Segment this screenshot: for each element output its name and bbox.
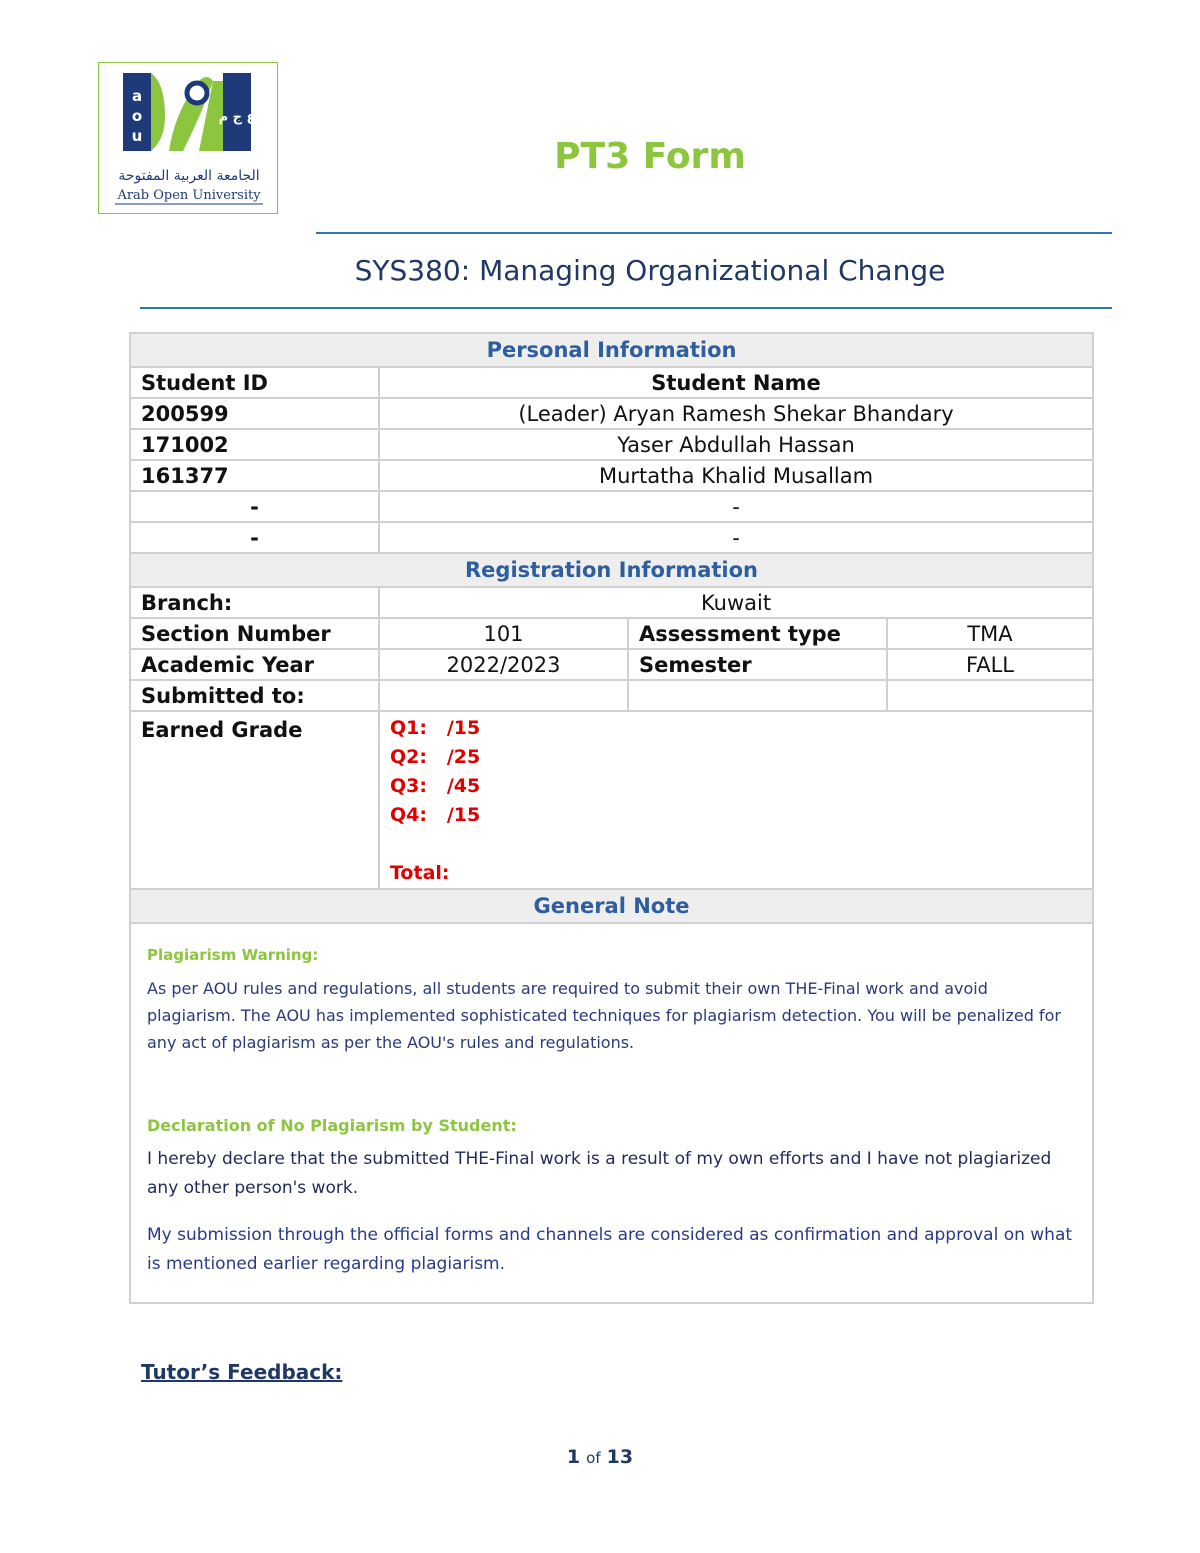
page-of: of [586, 1449, 601, 1467]
logo-letter-o: o [131, 107, 143, 125]
submitted-row [130, 680, 1093, 711]
student-name: - [379, 491, 1093, 522]
student-row [130, 491, 1093, 522]
section-number-label: Section Number [130, 618, 379, 649]
student-name: (Leader) Aryan Ramesh Shekar Bhandary [379, 398, 1093, 429]
svg-text:ع ج م: ع ج م [218, 110, 256, 125]
branch-value: Kuwait [379, 587, 1093, 618]
semester-value: FALL [887, 649, 1093, 680]
logo-letter-u: u [131, 127, 143, 145]
declaration-text: I hereby declare that the submitted THE-Final work is a result of my own efforts and I have not plagiarized any other person's work. [147, 1149, 1052, 1198]
grade-q2: Q2: /25 [390, 746, 481, 768]
form-title: PT3 Form [554, 136, 746, 177]
personal-header-row [130, 367, 1093, 398]
section-row [130, 618, 1093, 649]
submitted-empty-cell [628, 680, 887, 711]
student-id: 200599 [130, 398, 379, 429]
earned-grade-label: Earned Grade [130, 711, 379, 889]
grade-row [130, 711, 1093, 889]
student-name-header: Student Name [379, 367, 1093, 398]
branch-row [130, 587, 1093, 618]
course-title: SYS380: Managing Organizational Change [354, 254, 946, 287]
student-name: - [379, 522, 1093, 553]
logo-letter-a: a [131, 87, 143, 105]
section-number-value: 101 [379, 618, 628, 649]
page-total: 13 [606, 1446, 634, 1468]
declaration-heading: Declaration of No Plagiarism by Student: [147, 1116, 517, 1135]
registration-info-band: Registration Information [130, 553, 1093, 587]
student-id: 161377 [130, 460, 379, 491]
year-row [130, 649, 1093, 680]
student-id: - [130, 522, 379, 553]
personal-info-band: Personal Information [130, 333, 1093, 367]
page-number [500, 1446, 700, 1468]
personal-info-band-row [130, 333, 1093, 367]
assessment-type-label: Assessment type [628, 618, 887, 649]
student-row [130, 429, 1093, 460]
header-rule-top [316, 232, 1112, 234]
earned-grade-cell [379, 711, 1093, 889]
submitted-to-value [379, 680, 628, 711]
general-note-row [130, 923, 1093, 1303]
pt3-form-table [129, 332, 1094, 1304]
student-id: - [130, 491, 379, 522]
header-rule-bottom [140, 307, 1112, 309]
page-current: 1 [566, 1446, 581, 1468]
semester-label: Semester [628, 649, 887, 680]
submission-confirmation-text: My submission through the official forms and channels are considered as confirmation and approval on what is mentioned earlier regarding plagiarism. [147, 1225, 1073, 1274]
grade-spacer [390, 830, 1082, 859]
submitted-empty-cell [887, 680, 1093, 711]
tutor-feedback-label: Tutor’s Feedback: [141, 1360, 343, 1384]
student-name: Yaser Abdullah Hassan [379, 429, 1093, 460]
plagiarism-warning-text: As per AOU rules and regulations, all students are required to submit their own THE-Final work and avoid plagiarism. The AOU has implemented sophisticated techniques for plagiarism detection. You will be penalized for any act of plagiarism as per the AOU's rules and regulations. [147, 979, 1061, 1052]
university-logo [98, 62, 278, 214]
student-id: 171002 [130, 429, 379, 460]
submitted-to-label: Submitted to: [130, 680, 379, 711]
plagiarism-warning-heading: Plagiarism Warning: [147, 946, 319, 964]
student-row [130, 460, 1093, 491]
student-id-header: Student ID [130, 367, 379, 398]
student-row [130, 398, 1093, 429]
assessment-type-value: TMA [887, 618, 1093, 649]
grade-list [390, 714, 1082, 888]
general-note-band: General Note [130, 889, 1093, 923]
logo-graphic [99, 63, 279, 215]
registration-band-row [130, 553, 1093, 587]
grade-q4: Q4: /15 [390, 804, 481, 826]
academic-year-value: 2022/2023 [379, 649, 628, 680]
logo-arabic-name: الجامعة العربية المفتوحة [118, 168, 260, 184]
grade-total: Total: [390, 862, 450, 884]
branch-label: Branch: [130, 587, 379, 618]
grade-q1: Q1: /15 [390, 717, 481, 739]
student-name: Murtatha Khalid Musallam [379, 460, 1093, 491]
grade-q3: Q3: /45 [390, 775, 481, 797]
academic-year-label: Academic Year [130, 649, 379, 680]
student-row [130, 522, 1093, 553]
logo-english-name: Arab Open University [117, 188, 261, 203]
general-note-band-row [130, 889, 1093, 923]
general-note-cell [130, 923, 1093, 1303]
